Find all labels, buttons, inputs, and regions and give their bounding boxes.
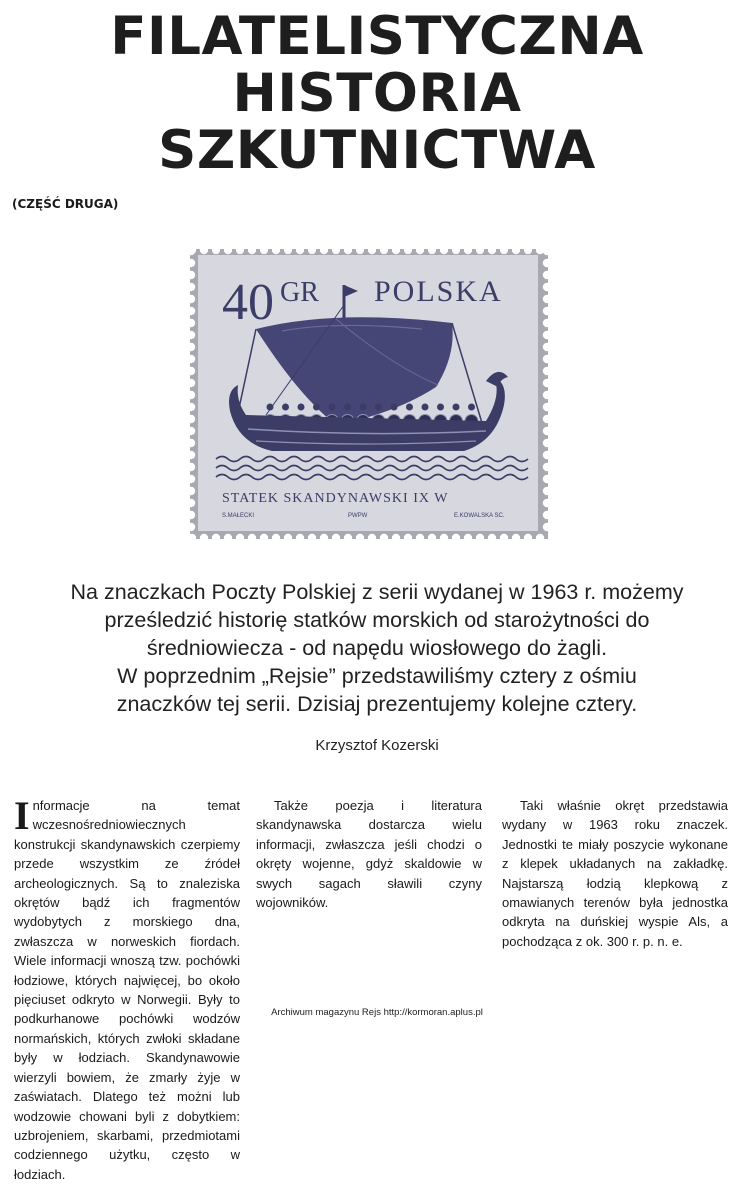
- perforation-hole: [416, 534, 424, 542]
- perforation-hole: [260, 534, 268, 542]
- perforation-hole: [187, 331, 195, 339]
- perforation-hole: [356, 534, 364, 542]
- crew-head: [422, 404, 429, 411]
- crew-head: [453, 404, 460, 411]
- perforation-hole: [543, 379, 551, 387]
- perforation-hole: [543, 271, 551, 279]
- perforation-hole: [543, 475, 551, 483]
- title-line-1: FILATELISTYCZNA: [110, 6, 644, 67]
- lead-line-3: średniowiecza - od napędu wiosłowego do żagli.: [146, 636, 608, 660]
- perforation-hole: [187, 391, 195, 399]
- perforation-hole: [187, 283, 195, 291]
- perforation-hole: [416, 246, 424, 254]
- perforation-hole: [187, 295, 195, 303]
- perforation-hole: [187, 343, 195, 351]
- stamp-engraver: E.KOWALSKA SC.: [454, 513, 505, 519]
- perforation-hole: [187, 523, 195, 531]
- perforation-hole: [356, 246, 364, 254]
- perforation-hole: [200, 534, 208, 542]
- perforation-hole: [440, 534, 448, 542]
- stamp-designer: S.MAŁECKI: [222, 513, 255, 519]
- perforation-hole: [308, 246, 316, 254]
- perforation-hole: [476, 246, 484, 254]
- perforation-hole: [543, 331, 551, 339]
- perforation-hole: [187, 511, 195, 519]
- perforation-hole: [543, 415, 551, 423]
- perforation-hole: [428, 534, 436, 542]
- lead-line-2: prześledzić historię statków morskich od starożytności do: [104, 608, 650, 632]
- perforation-hole: [368, 534, 376, 542]
- perforation-hole: [344, 246, 352, 254]
- perforation-hole: [296, 534, 304, 542]
- perforation-hole: [543, 367, 551, 375]
- perforation-hole: [488, 246, 496, 254]
- perforation-hole: [524, 534, 532, 542]
- perforation-hole: [320, 534, 328, 542]
- perforation-hole: [543, 355, 551, 363]
- perforation-hole: [187, 271, 195, 279]
- crew-head: [437, 404, 444, 411]
- stamp-printer: PWPW: [348, 513, 368, 519]
- perforation-hole: [392, 534, 400, 542]
- perforation-hole: [543, 259, 551, 267]
- perforation-hole: [187, 415, 195, 423]
- crew-head: [282, 404, 289, 411]
- perforation-hole: [464, 534, 472, 542]
- perforation-hole: [187, 463, 195, 471]
- stamp-value: 40: [222, 274, 274, 331]
- perforation-hole: [332, 534, 340, 542]
- drop-cap: I: [14, 793, 30, 838]
- stamp-currency: GR: [280, 277, 319, 308]
- perforation-hole: [187, 475, 195, 483]
- stamp-country: POLSKA: [374, 275, 503, 308]
- archive-footer: Archiwum magazynu Rejs http://kormoran.aplus.pl: [271, 1007, 483, 1018]
- body-column-3: [502, 796, 728, 951]
- perforation-hole: [452, 534, 460, 542]
- perforation-hole: [500, 534, 508, 542]
- crew-head: [360, 404, 367, 411]
- crew-head: [406, 404, 413, 411]
- body-paragraph-3: Taki właśnie okręt przedstawia wydany w 1963 roku znaczek. Jednostki te miały poszycie wykonane z klepek układanych na zakładkę. Najstarszą łodzią klepkową z omawianych terenów była jednostka odkryta na duńskiej wyspie Als, a pochodząca z ok. 300 r. p. n. e.: [502, 798, 728, 949]
- perforation-hole: [392, 246, 400, 254]
- perforation-hole: [284, 246, 292, 254]
- perforation-hole: [272, 534, 280, 542]
- perforation-hole: [284, 534, 292, 542]
- perforation-hole: [187, 451, 195, 459]
- perforation-hole: [543, 307, 551, 315]
- perforation-hole: [187, 259, 195, 267]
- perforation-hole: [404, 246, 412, 254]
- lead-line-5: znaczków tej serii. Dzisiaj prezentujemy kolejne cztery.: [116, 692, 638, 716]
- perforation-hole: [543, 391, 551, 399]
- perforation-hole: [512, 534, 520, 542]
- perforation-hole: [368, 246, 376, 254]
- perforation-hole: [212, 534, 220, 542]
- perforation-hole: [524, 246, 532, 254]
- perforation-hole: [187, 499, 195, 507]
- perforation-hole: [187, 439, 195, 447]
- perforation-hole: [187, 319, 195, 327]
- perforation-hole: [200, 246, 208, 254]
- body-column-1: [14, 793, 240, 1184]
- perforation-hole: [187, 403, 195, 411]
- crew-head: [375, 404, 382, 411]
- perforation-hole: [187, 247, 195, 255]
- body-column-2: [256, 796, 482, 912]
- perforation-hole: [512, 246, 520, 254]
- crew-head: [391, 404, 398, 411]
- perforation-hole: [187, 367, 195, 375]
- perforation-hole: [308, 534, 316, 542]
- crew-head: [313, 404, 320, 411]
- perforation-hole: [236, 246, 244, 254]
- perforation-hole: [464, 246, 472, 254]
- perforation-hole: [187, 427, 195, 435]
- lead-line-1: Na znaczkach Poczty Polskiej z serii wydanej w 1963 r. możemy: [70, 580, 684, 604]
- perforation-hole: [272, 246, 280, 254]
- title-line-3: SZKUTNICTWA: [158, 120, 596, 181]
- perforation-hole: [543, 295, 551, 303]
- perforation-hole: [428, 246, 436, 254]
- perforation-hole: [488, 534, 496, 542]
- perforation-hole: [543, 523, 551, 531]
- perforation-hole: [224, 246, 232, 254]
- article-lead: [14, 578, 740, 718]
- body-paragraph-2: Także poezja i literatura skandynawska dostarcza wielu informacji, zwłaszcza jeśli chodzi o okręty wojenne, gdyż skaldowie w swych sagach sławili czyny wojowników.: [256, 798, 482, 911]
- crew-head: [468, 404, 475, 411]
- perforation-hole: [543, 343, 551, 351]
- perforation-hole: [188, 534, 196, 542]
- perforation-hole: [236, 534, 244, 542]
- perforation-hole: [476, 534, 484, 542]
- perforation-hole: [500, 246, 508, 254]
- perforation-hole: [320, 246, 328, 254]
- crew-head: [344, 404, 351, 411]
- crew-head: [329, 404, 336, 411]
- perforation-hole: [380, 534, 388, 542]
- lead-line-4: W poprzednim „Rejsie” przedstawiliśmy cztery z ośmiu: [117, 664, 637, 688]
- perforation-hole: [212, 246, 220, 254]
- stamp-svg: [186, 245, 552, 543]
- body-paragraph-1: [14, 793, 240, 1184]
- perforation-hole: [543, 463, 551, 471]
- perforation-hole: [543, 511, 551, 519]
- perforation-hole: [543, 499, 551, 507]
- crew-head: [267, 404, 274, 411]
- perforation-hole: [543, 319, 551, 327]
- perforation-hole: [296, 246, 304, 254]
- perforation-hole: [543, 439, 551, 447]
- perforation-hole: [380, 246, 388, 254]
- perforation-hole: [440, 246, 448, 254]
- perforation-hole: [344, 534, 352, 542]
- perforation-hole: [543, 487, 551, 495]
- perforation-hole: [260, 246, 268, 254]
- title-line-2: HISTORIA: [232, 63, 522, 124]
- perforation-hole: [543, 451, 551, 459]
- crew-head: [298, 404, 305, 411]
- body-paragraph-1-text: nformacje na temat wczesnośredniowiecznych konstrukcji skandynawskich czerpiemy przede wszystkim ze źródeł archeologicznych. Są to znaleziska okrętów bądź ich fragmentów wydobytych z morskiego dna, zwłaszcza w norweskich fiordach. Wiele informacji wnoszą tzw. pochówki łodziowe, których najwięcej, bo około pięciuset odkryto w Norwegii. Były to podkurhanowe pochówki wodzów normańskich, których zwłoki składane były w łodziach. Skandynawowie wierzyli bowiem, że zmarły żyje w zaświatach. Dlatego też możni lub wodzowie chowani byli z dobytkiem: uzbrojeniem, skarbami, przedmiotami codziennego użytku, często w łodziach.: [14, 798, 240, 1182]
- perforation-hole: [452, 246, 460, 254]
- perforation-hole: [543, 247, 551, 255]
- article-subtitle: (CZĘŚĆ DRUGA): [12, 197, 119, 211]
- article-author: Krzysztof Kozerski: [315, 737, 439, 754]
- perforation-hole: [187, 355, 195, 363]
- perforation-hole: [248, 534, 256, 542]
- perforation-hole: [187, 307, 195, 315]
- perforation-hole: [224, 534, 232, 542]
- perforation-hole: [187, 487, 195, 495]
- perforation-hole: [187, 379, 195, 387]
- stamp-image: [186, 245, 552, 543]
- stamp-caption: STATEK SKANDYNAWSKI IX W: [222, 491, 449, 506]
- perforation-hole: [332, 246, 340, 254]
- perforation-hole: [248, 246, 256, 254]
- perforation-hole: [543, 283, 551, 291]
- perforation-hole: [543, 427, 551, 435]
- perforation-hole: [543, 403, 551, 411]
- perforation-hole: [404, 534, 412, 542]
- article-title: [0, 8, 754, 179]
- perforation-hole: [536, 534, 544, 542]
